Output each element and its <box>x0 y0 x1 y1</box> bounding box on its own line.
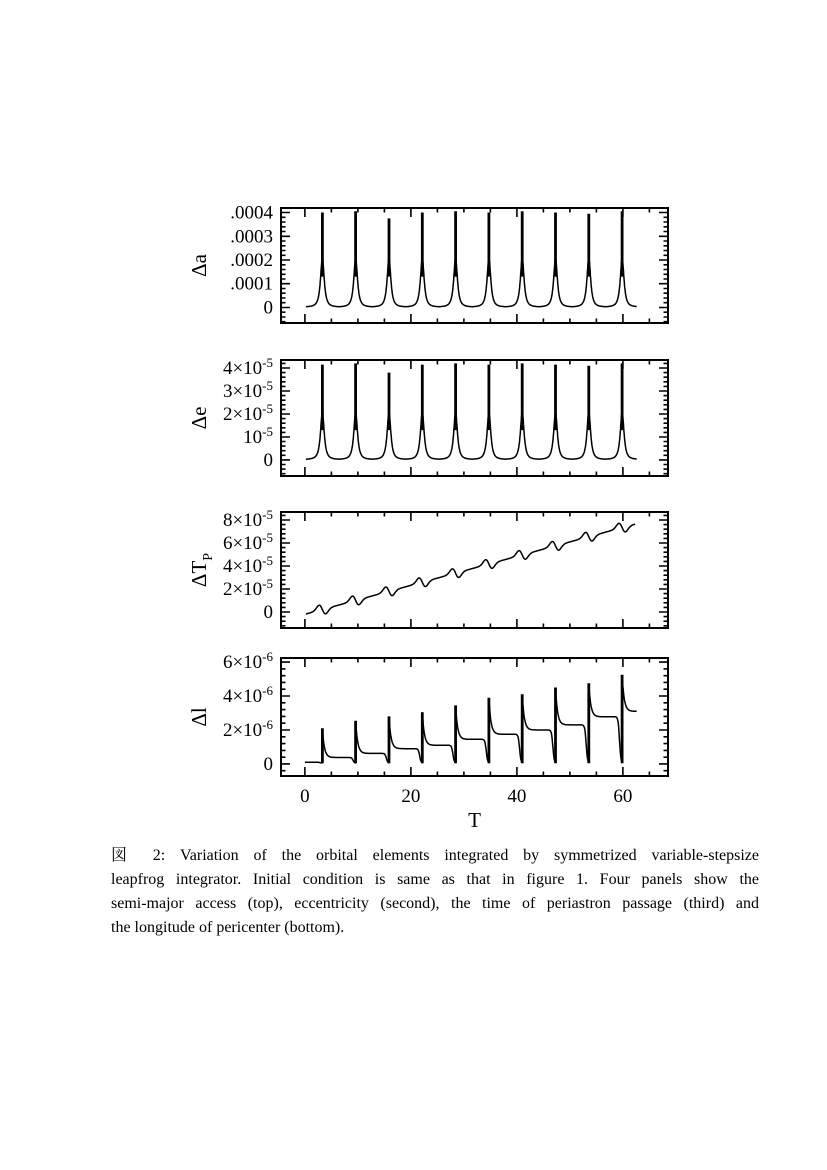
x-tick-label: 0 <box>300 786 310 807</box>
y-tick-label: 0 <box>263 449 273 471</box>
y-axis-title: Δl <box>187 707 211 727</box>
series-spike-bars <box>322 675 622 764</box>
panel-delta-tp <box>187 507 668 628</box>
y-axis-title: Δe <box>187 406 211 430</box>
figure-caption <box>111 844 759 940</box>
plot-frame <box>281 512 668 628</box>
y-tick-label: $2\times 10^{-5}$ <box>222 401 273 425</box>
y-tick-label: $4\times 10^{-5}$ <box>222 553 273 577</box>
y-tick-label: 0 <box>263 753 273 775</box>
y-tick-label: $8\times 10^{-5}$ <box>222 507 273 531</box>
y-tick-label: $4\times 10^{-5}$ <box>222 355 273 379</box>
x-axis-title: T <box>468 808 481 832</box>
y-tick-label: $10^{-5}$ <box>243 424 273 448</box>
x-tick-label: 20 <box>401 786 421 807</box>
x-tick-label: 40 <box>507 786 527 807</box>
panel-delta-a <box>187 203 668 324</box>
y-axis-title: $\Delta T_P$ <box>187 552 216 588</box>
y-axis-title: Δa <box>187 254 211 277</box>
panel-delta-l <box>187 649 668 832</box>
panel-delta-e <box>187 355 668 476</box>
y-tick-label: $2\times 10^{-6}$ <box>222 717 273 741</box>
y-tick-label: .0001 <box>230 273 273 295</box>
series-line <box>306 523 635 614</box>
series-spike-bars <box>322 363 622 430</box>
y-tick-label: $3\times 10^{-5}$ <box>222 378 273 402</box>
y-tick-label: 0 <box>263 602 273 623</box>
caption-line-3: semi-major access (top), eccentricity (second), the time of periastron passage (third) and <box>111 894 759 912</box>
caption-line-2: leapfrog integrator. Initial condition is same as that in figure 1. Four panels show the <box>111 870 759 888</box>
y-tick-label: .0004 <box>230 202 273 224</box>
y-tick-label: 0 <box>263 297 273 319</box>
y-tick-label: $6\times 10^{-5}$ <box>222 530 273 554</box>
axis-ticks <box>281 512 668 628</box>
y-tick-label: .0002 <box>230 250 273 271</box>
caption-line-4: the longitude of pericenter (bottom). <box>111 918 345 936</box>
series-spike-bars <box>322 211 622 276</box>
y-tick-label: .0003 <box>230 226 273 248</box>
y-tick-label: $4\times 10^{-6}$ <box>222 683 273 707</box>
y-tick-label: $6\times 10^{-6}$ <box>222 649 273 674</box>
caption-line-1: 図 2: Variation of the orbital elements integrated by symmetrized variable-stepsize <box>111 847 759 864</box>
x-tick-label: 60 <box>613 786 633 807</box>
y-tick-label: $2\times 10^{-5}$ <box>222 576 273 600</box>
